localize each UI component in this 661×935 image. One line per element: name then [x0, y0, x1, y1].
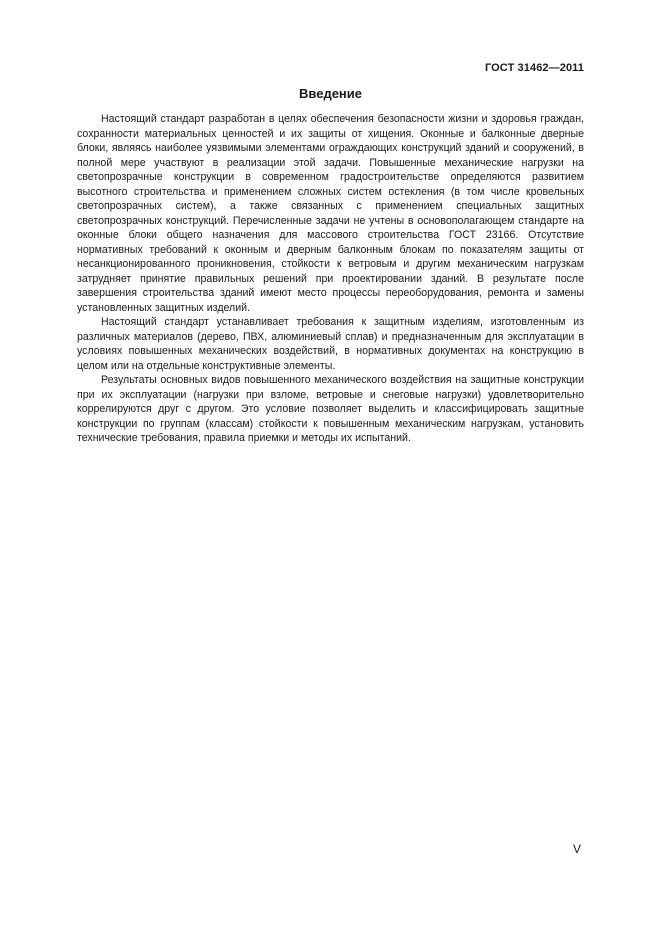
document-code: ГОСТ 31462—2011	[484, 62, 584, 74]
section-title: Введение	[299, 86, 362, 101]
paragraph: Результаты основных видов повышенного механического воздействия на защитные конструкции при их эксплуатации (нагрузки при взломе, ветровые и снеговые нагрузки) удовлетворительно коррелируются друг с другом. Это условие позволяет выделить и классифицировать защитные конструкции по группам (классам) стойкости к повышенным механическим нагрузкам, установить технические требования, правила приемки и методы их испытаний.	[77, 374, 584, 444]
page-number: V	[572, 842, 581, 856]
body-text	[77, 112, 584, 446]
paragraph: Настоящий стандарт устанавливает требования к защитным изделиям, изготовленным из различных материалов (дерево, ПВХ, алюминиевый сплав) и предназначенным для эксплуатации в условиях повышенных механических воздействий, в нормативных документах на конструкцию в целом или на отдельные конструктивные элементы.	[77, 316, 584, 372]
paragraph: Настоящий стандарт разработан в целях обеспечения безопасности жизни и здоровья граждан, сохранности материальных ценностей и их защиты от хищения. Оконные и балконные дверные блоки, являясь наиболее уязвимыми элементами ограждающих конструкций зданий и сооружений, в полной мере участвуют в реализации этой задачи. Повышенные механические нагрузки на светопрозрачные конструкции в современном градостроительстве определяются развитием высотного строительства и применением сложных систем остекления (в том числе кровельных светопрозрачных систем), а также связанных с применением специальных защитных светопрозрачных конструкций. Перечисленные задачи не учтены в основополагающем стандарте на оконные блоки общего назначения для массового строительства ГОСТ 23166. Отсутствие нормативных требований к оконным и дверным балконным блокам по показателям защиты от несанкционированного проникновения, стойкости к ветровым и другим механическим нагрузкам затрудняет принятие правильных решений при проектировании зданий. В результате после завершения строительства зданий имеют место процессы переоборудования, ремонта и замены установленных защитных изделий.	[77, 113, 584, 314]
